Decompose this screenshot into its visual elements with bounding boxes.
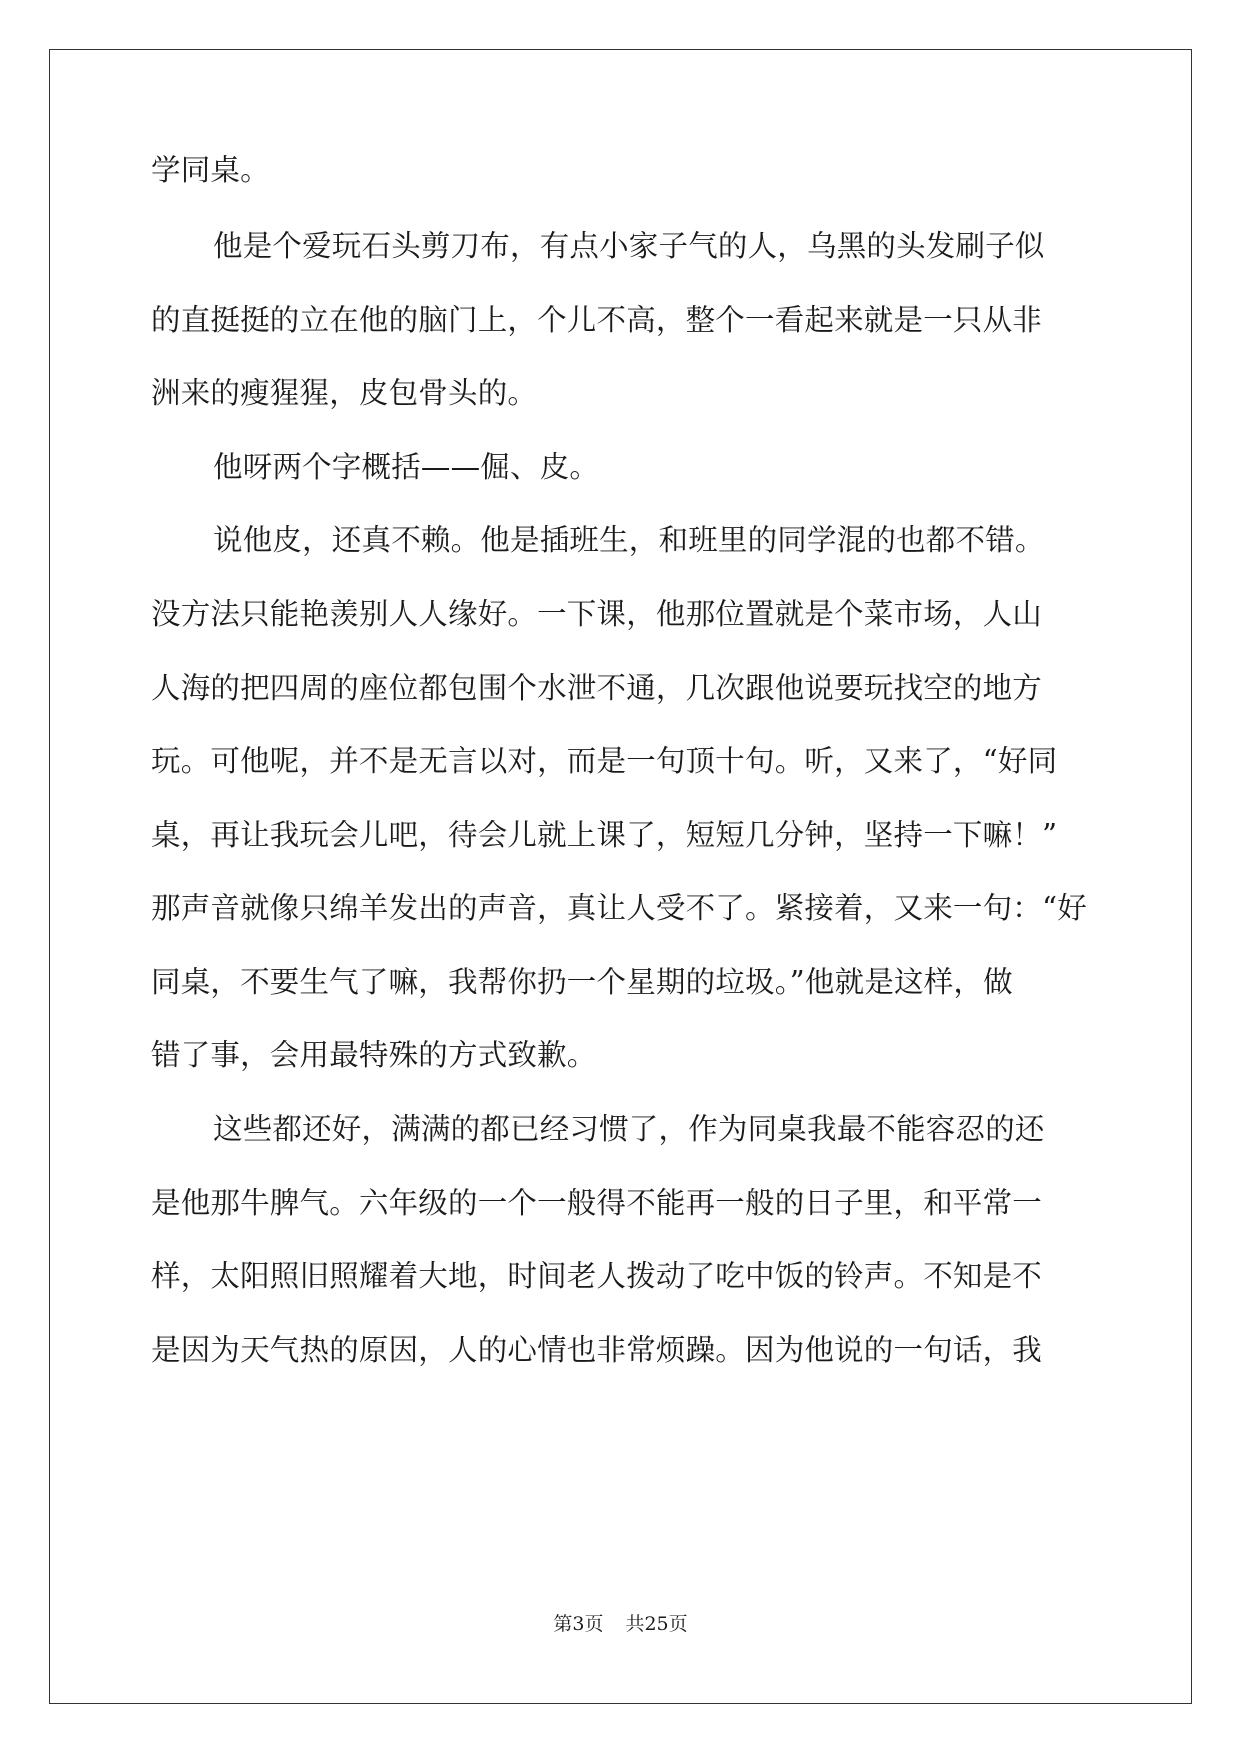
paragraph-first-line: 他呀两个字概括——倔、皮。 [213,450,600,484]
text-line: 玩。可他呢，并不是无言以对，而是一句顶十句。听，又来了，“好同 [151,744,1058,778]
text-line: 学同桌。 [151,153,270,187]
text-line: 没方法只能艳羡别人人缘好。一下课，他那位置就是个菜市场，人山 [151,597,1043,631]
text-line: 人海的把四周的座位都包围个水泄不通，几次跟他说要玩找空的地方 [151,671,1043,705]
text-line: 那声音就像只绵羊发出的声音，真让人受不了。紧接着，又来一句：“好 [151,891,1087,925]
text-line: 是因为天气热的原因，人的心情也非常烦躁。因为他说的一句话，我 [151,1333,1043,1367]
paragraph-first-line: 这些都还好，满满的都已经习惯了，作为同桌我最不能容忍的还 [213,1112,1045,1146]
text-line: 的直挺挺的立在他的脑门上，个儿不高，整个一看起来就是一只从非 [151,303,1043,337]
page-number: 第3页 [553,1613,604,1635]
text-line: 是他那牛脾气。六年级的一个一般得不能再一般的日子里，和平常一 [151,1186,1043,1220]
page-total: 共25页 [625,1613,688,1635]
page-border [49,49,1192,1704]
page-footer [0,1612,1241,1636]
text-line: 样，太阳照旧照耀着大地，时间老人拨动了吃中饭的铃声。不知是不 [151,1259,1043,1293]
text-line: 错了事，会用最特殊的方式致歉。 [151,1038,597,1072]
text-line: 洲来的瘦猩猩，皮包骨头的。 [151,376,538,410]
paragraph-first-line: 他是个爱玩石头剪刀布，有点小家子气的人，乌黑的头发刷子似 [213,229,1045,263]
text-line: 桌，再让我玩会儿吧，待会儿就上课了，短短几分钟，坚持一下嘛！” [151,818,1058,852]
paragraph-first-line: 说他皮，还真不赖。他是插班生，和班里的同学混的也都不错。 [213,523,1045,557]
text-line: 同桌，不要生气了嘛，我帮你扔一个星期的垃圾。”他就是这样，做 [151,965,1013,999]
